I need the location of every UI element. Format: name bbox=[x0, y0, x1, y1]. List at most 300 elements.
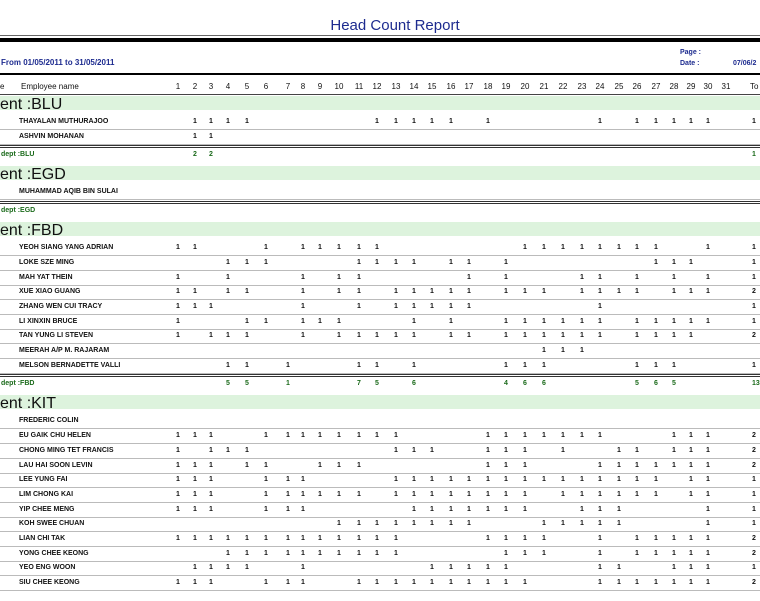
attendance-cell: 1 bbox=[301, 564, 305, 572]
attendance-cell: 1 bbox=[301, 549, 305, 557]
attendance-cell: 1 bbox=[430, 118, 434, 125]
attendance-cell: 1 bbox=[542, 244, 546, 252]
employee-name: XUE XIAO GUANG bbox=[19, 288, 81, 296]
attendance-cell: 1 bbox=[209, 476, 213, 484]
attendance-cell: 1 bbox=[394, 258, 398, 266]
attendance-cell: 1 bbox=[467, 490, 471, 498]
attendance-cell: 1 bbox=[412, 317, 416, 325]
attendance-cell: 1 bbox=[486, 579, 490, 587]
attendance-cell: 1 bbox=[245, 317, 249, 325]
attendance-cell: 1 bbox=[245, 564, 249, 572]
employee-row bbox=[0, 561, 760, 575]
attendance-cell: 1 bbox=[635, 490, 639, 498]
employee-name: YEO ENG WOON bbox=[19, 564, 76, 572]
attendance-cell: 1 bbox=[375, 579, 379, 587]
employee-row bbox=[0, 576, 760, 590]
attendance-cell: 1 bbox=[523, 432, 527, 440]
attendance-cell: 1 bbox=[617, 579, 621, 587]
attendance-cell: 1 bbox=[672, 432, 676, 440]
attendance-cell: 1 bbox=[209, 132, 213, 140]
attendance-cell: 1 bbox=[486, 564, 490, 572]
department-subtotal-row bbox=[0, 376, 760, 390]
attendance-cell: 1 bbox=[394, 332, 398, 340]
attendance-cell: 1 bbox=[689, 535, 693, 542]
attendance-cell: 1 bbox=[598, 476, 602, 484]
subtotal-cell: 5 bbox=[226, 380, 230, 388]
employee-row bbox=[0, 444, 760, 458]
attendance-cell: 1 bbox=[176, 332, 180, 340]
attendance-cell: 1 bbox=[176, 273, 180, 281]
attendance-cell: 1 bbox=[286, 361, 290, 369]
attendance-cell: 1 bbox=[706, 490, 710, 498]
attendance-cell: 1 bbox=[598, 490, 602, 498]
attendance-cell: 1 bbox=[430, 446, 434, 454]
attendance-cell: 1 bbox=[394, 302, 398, 310]
attendance-cell: 1 bbox=[226, 288, 230, 296]
attendance-cell: 1 bbox=[504, 564, 508, 572]
attendance-cell: 1 bbox=[301, 476, 305, 484]
employee-row bbox=[0, 256, 760, 270]
attendance-cell: 1 bbox=[689, 549, 693, 557]
attendance-cell: 1 bbox=[523, 579, 527, 587]
attendance-cell: 1 bbox=[635, 446, 639, 454]
subtotal-cell: 2 bbox=[193, 151, 197, 159]
subtotal-cell: 5 bbox=[375, 380, 379, 388]
attendance-cell: 1 bbox=[412, 476, 416, 484]
report-title: Head Count Report bbox=[330, 17, 460, 34]
attendance-cell: 1 bbox=[706, 520, 710, 528]
attendance-cell: 1 bbox=[449, 258, 453, 266]
attendance-cell: 1 bbox=[245, 288, 249, 296]
attendance-cell: 1 bbox=[430, 579, 434, 587]
attendance-cell: 1 bbox=[672, 118, 676, 125]
attendance-cell: 1 bbox=[226, 258, 230, 266]
attendance-cell: 1 bbox=[449, 118, 453, 125]
attendance-cell: 1 bbox=[357, 535, 361, 542]
attendance-cell: 1 bbox=[176, 461, 180, 469]
attendance-cell: 1 bbox=[375, 520, 379, 528]
attendance-cell: 1 bbox=[467, 258, 471, 266]
attendance-cell: 1 bbox=[337, 317, 341, 325]
attendance-cell: 1 bbox=[580, 244, 584, 252]
attendance-cell: 1 bbox=[430, 520, 434, 528]
attendance-cell: 1 bbox=[635, 244, 639, 252]
attendance-cell: 1 bbox=[209, 461, 213, 469]
attendance-cell: 1 bbox=[176, 302, 180, 310]
attendance-cell: 1 bbox=[176, 446, 180, 454]
attendance-cell: 1 bbox=[542, 520, 546, 528]
day-header-17: 17 bbox=[464, 82, 474, 91]
attendance-cell: 1 bbox=[523, 288, 527, 296]
attendance-cell: 1 bbox=[467, 564, 471, 572]
employee-row bbox=[0, 300, 760, 314]
attendance-cell: 1 bbox=[226, 535, 230, 542]
attendance-cell: 1 bbox=[209, 332, 213, 340]
attendance-cell: 1 bbox=[449, 288, 453, 296]
attendance-cell: 1 bbox=[561, 332, 565, 340]
attendance-cell: 1 bbox=[412, 332, 416, 340]
attendance-cell: 1 bbox=[193, 132, 197, 140]
attendance-cell: 1 bbox=[245, 361, 249, 369]
attendance-cell: 1 bbox=[264, 461, 268, 469]
attendance-cell: 1 bbox=[193, 535, 197, 542]
attendance-cell: 1 bbox=[245, 332, 249, 340]
department-label: ent :KIT bbox=[0, 395, 57, 413]
attendance-cell: 1 bbox=[176, 432, 180, 440]
attendance-cell: 1 bbox=[598, 273, 602, 281]
employee-name: YEOH SIANG YANG ADRIAN bbox=[19, 244, 114, 252]
attendance-cell: 1 bbox=[449, 564, 453, 572]
day-header-18: 18 bbox=[483, 82, 493, 91]
employee-name: LI XINXIN BRUCE bbox=[19, 317, 78, 325]
attendance-cell: 1 bbox=[561, 476, 565, 484]
attendance-cell: 1 bbox=[523, 244, 527, 252]
attendance-cell: 1 bbox=[654, 461, 658, 469]
attendance-cell: 1 bbox=[337, 549, 341, 557]
attendance-cell: 1 bbox=[245, 446, 249, 454]
day-header-28: 28 bbox=[669, 82, 679, 91]
attendance-cell: 1 bbox=[430, 490, 434, 498]
attendance-cell: 1 bbox=[412, 520, 416, 528]
attendance-cell: 1 bbox=[357, 579, 361, 587]
employee-name: LIM CHONG KAI bbox=[19, 490, 74, 498]
attendance-cell: 1 bbox=[394, 446, 398, 454]
attendance-cell: 1 bbox=[504, 490, 508, 498]
attendance-cell: 1 bbox=[176, 476, 180, 484]
subtotal-total: 1 bbox=[752, 151, 756, 159]
attendance-cell: 1 bbox=[301, 273, 305, 281]
attendance-cell: 1 bbox=[689, 579, 693, 587]
attendance-cell: 1 bbox=[635, 288, 639, 296]
attendance-cell: 1 bbox=[635, 361, 639, 369]
attendance-cell: 1 bbox=[561, 347, 565, 354]
attendance-cell: 1 bbox=[337, 332, 341, 340]
attendance-cell: 1 bbox=[430, 288, 434, 296]
employee-row bbox=[0, 429, 760, 443]
attendance-cell: 1 bbox=[245, 549, 249, 557]
attendance-cell: 1 bbox=[337, 273, 341, 281]
attendance-cell: 1 bbox=[486, 461, 490, 469]
attendance-cell: 1 bbox=[635, 476, 639, 484]
attendance-cell: 1 bbox=[504, 461, 508, 469]
attendance-cell: 1 bbox=[318, 535, 322, 542]
attendance-cell: 1 bbox=[486, 432, 490, 440]
attendance-cell: 1 bbox=[394, 476, 398, 484]
attendance-cell: 1 bbox=[706, 564, 710, 572]
employee-total: 2 bbox=[752, 288, 756, 296]
attendance-cell: 1 bbox=[580, 332, 584, 340]
subtotal-cell: 5 bbox=[635, 380, 639, 388]
attendance-cell: 1 bbox=[598, 332, 602, 340]
attendance-cell: 1 bbox=[193, 432, 197, 440]
attendance-cell: 1 bbox=[504, 332, 508, 340]
attendance-cell: 1 bbox=[286, 505, 290, 513]
attendance-cell: 1 bbox=[598, 535, 602, 542]
attendance-cell: 1 bbox=[245, 535, 249, 542]
employee-name: EU GAIK CHU HELEN bbox=[19, 432, 91, 440]
attendance-cell: 1 bbox=[337, 432, 341, 440]
attendance-cell: 1 bbox=[467, 505, 471, 513]
subtotal-cell: 6 bbox=[523, 380, 527, 388]
attendance-cell: 1 bbox=[357, 302, 361, 310]
day-header-7: 7 bbox=[285, 82, 291, 91]
attendance-cell: 1 bbox=[654, 490, 658, 498]
attendance-cell: 1 bbox=[504, 258, 508, 266]
employee-name: MUHAMMAD AQIB BIN SULAI bbox=[19, 188, 118, 196]
attendance-cell: 1 bbox=[209, 490, 213, 498]
attendance-cell: 1 bbox=[430, 505, 434, 513]
attendance-cell: 1 bbox=[176, 288, 180, 296]
employee-row bbox=[0, 115, 760, 129]
attendance-cell: 1 bbox=[394, 490, 398, 498]
employee-total: 2 bbox=[752, 432, 756, 440]
attendance-cell: 1 bbox=[412, 361, 416, 369]
attendance-cell: 1 bbox=[689, 446, 693, 454]
attendance-cell: 1 bbox=[337, 520, 341, 528]
employee-name: THAYALAN MUTHURAJOO bbox=[19, 118, 109, 125]
attendance-cell: 1 bbox=[504, 317, 508, 325]
attendance-cell: 1 bbox=[375, 244, 379, 252]
attendance-cell: 1 bbox=[523, 476, 527, 484]
attendance-cell: 1 bbox=[706, 549, 710, 557]
subtotal-cell: 6 bbox=[412, 380, 416, 388]
employee-name: MAH YAT THEIN bbox=[19, 273, 73, 281]
attendance-cell: 1 bbox=[706, 476, 710, 484]
attendance-cell: 1 bbox=[561, 446, 565, 454]
attendance-cell: 1 bbox=[193, 244, 197, 252]
attendance-cell: 1 bbox=[617, 505, 621, 513]
attendance-cell: 1 bbox=[394, 118, 398, 125]
attendance-cell: 1 bbox=[286, 490, 290, 498]
employee-row bbox=[0, 532, 760, 546]
day-header-20: 20 bbox=[520, 82, 530, 91]
employee-total: 1 bbox=[752, 273, 756, 281]
attendance-cell: 1 bbox=[635, 549, 639, 557]
day-header-29: 29 bbox=[686, 82, 696, 91]
page-label: Page : bbox=[680, 49, 702, 56]
subtotal-cell: 1 bbox=[286, 380, 290, 388]
column-header-rule bbox=[0, 73, 760, 75]
employee-row bbox=[0, 517, 760, 531]
attendance-cell: 1 bbox=[542, 549, 546, 557]
attendance-cell: 1 bbox=[654, 258, 658, 266]
attendance-cell: 1 bbox=[337, 461, 341, 469]
attendance-cell: 1 bbox=[504, 549, 508, 557]
attendance-cell: 1 bbox=[598, 579, 602, 587]
employee-total: 1 bbox=[752, 476, 756, 484]
attendance-cell: 1 bbox=[504, 535, 508, 542]
employee-total: 2 bbox=[752, 332, 756, 340]
attendance-cell: 1 bbox=[542, 361, 546, 369]
attendance-cell: 1 bbox=[209, 579, 213, 587]
attendance-cell: 1 bbox=[486, 490, 490, 498]
column-header-total: To bbox=[750, 82, 759, 91]
employee-name: SIU CHEE KEONG bbox=[19, 579, 80, 587]
attendance-cell: 1 bbox=[430, 476, 434, 484]
attendance-cell: 1 bbox=[337, 490, 341, 498]
attendance-cell: 1 bbox=[337, 244, 341, 252]
attendance-cell: 1 bbox=[689, 476, 693, 484]
attendance-cell: 1 bbox=[523, 549, 527, 557]
attendance-cell: 1 bbox=[375, 549, 379, 557]
attendance-cell: 1 bbox=[706, 432, 710, 440]
attendance-cell: 1 bbox=[245, 258, 249, 266]
employee-name: FREDERIC COLIN bbox=[19, 417, 79, 425]
attendance-cell: 1 bbox=[654, 118, 658, 125]
attendance-cell: 1 bbox=[412, 490, 416, 498]
attendance-cell: 1 bbox=[635, 332, 639, 340]
attendance-cell: 1 bbox=[412, 505, 416, 513]
attendance-cell: 1 bbox=[394, 288, 398, 296]
attendance-cell: 1 bbox=[654, 332, 658, 340]
attendance-cell: 1 bbox=[635, 273, 639, 281]
day-header-27: 27 bbox=[651, 82, 661, 91]
employee-row bbox=[0, 503, 760, 517]
day-header-15: 15 bbox=[427, 82, 437, 91]
attendance-cell: 1 bbox=[598, 520, 602, 528]
attendance-cell: 1 bbox=[598, 244, 602, 252]
attendance-cell: 1 bbox=[193, 564, 197, 572]
attendance-cell: 1 bbox=[617, 564, 621, 572]
attendance-cell: 1 bbox=[449, 505, 453, 513]
attendance-cell: 1 bbox=[430, 564, 434, 572]
attendance-cell: 1 bbox=[337, 535, 341, 542]
employee-row bbox=[0, 130, 760, 144]
attendance-cell: 1 bbox=[706, 317, 710, 325]
attendance-cell: 1 bbox=[504, 446, 508, 454]
attendance-cell: 1 bbox=[375, 258, 379, 266]
day-header-21: 21 bbox=[539, 82, 549, 91]
attendance-cell: 1 bbox=[357, 273, 361, 281]
employee-name: TAN YUNG LI STEVEN bbox=[19, 332, 94, 340]
attendance-cell: 1 bbox=[504, 288, 508, 296]
attendance-cell: 1 bbox=[286, 579, 290, 587]
day-header-23: 23 bbox=[577, 82, 587, 91]
employee-row bbox=[0, 459, 760, 473]
subtotal-cell: 4 bbox=[504, 380, 508, 388]
attendance-cell: 1 bbox=[357, 288, 361, 296]
department-label: ent :FBD bbox=[0, 222, 64, 240]
attendance-cell: 1 bbox=[394, 535, 398, 542]
attendance-cell: 1 bbox=[467, 288, 471, 296]
day-header-10: 10 bbox=[334, 82, 344, 91]
attendance-cell: 1 bbox=[209, 564, 213, 572]
attendance-cell: 1 bbox=[318, 549, 322, 557]
attendance-cell: 1 bbox=[561, 244, 565, 252]
attendance-cell: 1 bbox=[449, 302, 453, 310]
attendance-cell: 1 bbox=[337, 288, 341, 296]
attendance-cell: 1 bbox=[394, 432, 398, 440]
attendance-cell: 1 bbox=[689, 332, 693, 340]
attendance-cell: 1 bbox=[635, 461, 639, 469]
attendance-cell: 1 bbox=[467, 520, 471, 528]
attendance-cell: 1 bbox=[486, 505, 490, 513]
attendance-cell: 1 bbox=[301, 288, 305, 296]
attendance-cell: 1 bbox=[542, 476, 546, 484]
attendance-cell: 1 bbox=[654, 549, 658, 557]
attendance-cell: 1 bbox=[672, 332, 676, 340]
attendance-cell: 1 bbox=[598, 288, 602, 296]
attendance-cell: 1 bbox=[176, 505, 180, 513]
attendance-cell: 1 bbox=[375, 118, 379, 125]
attendance-cell: 1 bbox=[654, 579, 658, 587]
attendance-cell: 1 bbox=[301, 579, 305, 587]
attendance-cell: 1 bbox=[209, 302, 213, 310]
attendance-cell: 1 bbox=[301, 317, 305, 325]
attendance-cell: 1 bbox=[654, 317, 658, 325]
subtotal-cell: 5 bbox=[245, 380, 249, 388]
row-divider bbox=[0, 590, 760, 591]
attendance-cell: 1 bbox=[617, 244, 621, 252]
attendance-cell: 1 bbox=[689, 258, 693, 266]
attendance-cell: 1 bbox=[580, 273, 584, 281]
attendance-cell: 1 bbox=[542, 317, 546, 325]
attendance-cell: 1 bbox=[449, 520, 453, 528]
attendance-cell: 1 bbox=[672, 258, 676, 266]
employee-name: YONG CHEE KEONG bbox=[19, 549, 89, 557]
subtotal-label: dept :BLU bbox=[1, 151, 35, 159]
attendance-cell: 1 bbox=[357, 258, 361, 266]
attendance-cell: 1 bbox=[542, 288, 546, 296]
department-band bbox=[0, 395, 760, 413]
subtotal-label: dept :FBD bbox=[1, 380, 35, 388]
day-header-24: 24 bbox=[595, 82, 605, 91]
attendance-cell: 1 bbox=[689, 317, 693, 325]
attendance-cell: 1 bbox=[486, 476, 490, 484]
attendance-cell: 1 bbox=[193, 461, 197, 469]
attendance-cell: 1 bbox=[523, 461, 527, 469]
attendance-cell: 1 bbox=[467, 476, 471, 484]
day-header-16: 16 bbox=[446, 82, 456, 91]
attendance-cell: 1 bbox=[449, 317, 453, 325]
attendance-cell: 1 bbox=[617, 446, 621, 454]
employee-total: 2 bbox=[752, 535, 756, 542]
attendance-cell: 1 bbox=[209, 535, 213, 542]
attendance-cell: 1 bbox=[561, 432, 565, 440]
attendance-cell: 1 bbox=[318, 317, 322, 325]
attendance-cell: 1 bbox=[264, 505, 268, 513]
header-divider bbox=[0, 35, 760, 36]
attendance-cell: 1 bbox=[580, 347, 584, 354]
attendance-cell: 1 bbox=[672, 535, 676, 542]
attendance-cell: 1 bbox=[617, 288, 621, 296]
day-header-26: 26 bbox=[632, 82, 642, 91]
attendance-cell: 1 bbox=[467, 579, 471, 587]
attendance-cell: 1 bbox=[394, 549, 398, 557]
day-header-11: 11 bbox=[354, 82, 364, 91]
attendance-cell: 1 bbox=[301, 332, 305, 340]
attendance-cell: 1 bbox=[176, 317, 180, 325]
employee-total: 2 bbox=[752, 549, 756, 557]
attendance-cell: 1 bbox=[176, 244, 180, 252]
day-header-30: 30 bbox=[703, 82, 713, 91]
attendance-cell: 1 bbox=[486, 535, 490, 542]
attendance-cell: 1 bbox=[301, 432, 305, 440]
department-band bbox=[0, 222, 760, 240]
day-header-25: 25 bbox=[614, 82, 624, 91]
column-header-first: e bbox=[0, 82, 5, 91]
employee-name: MELSON BERNADETTE VALLI bbox=[19, 361, 121, 369]
employee-total: 1 bbox=[752, 490, 756, 498]
employee-name: LIAN CHI TAK bbox=[19, 535, 66, 542]
attendance-cell: 1 bbox=[226, 118, 230, 125]
attendance-cell: 1 bbox=[357, 490, 361, 498]
attendance-cell: 1 bbox=[449, 490, 453, 498]
attendance-cell: 1 bbox=[580, 490, 584, 498]
attendance-cell: 1 bbox=[706, 579, 710, 587]
attendance-cell: 1 bbox=[580, 432, 584, 440]
attendance-cell: 1 bbox=[264, 535, 268, 542]
